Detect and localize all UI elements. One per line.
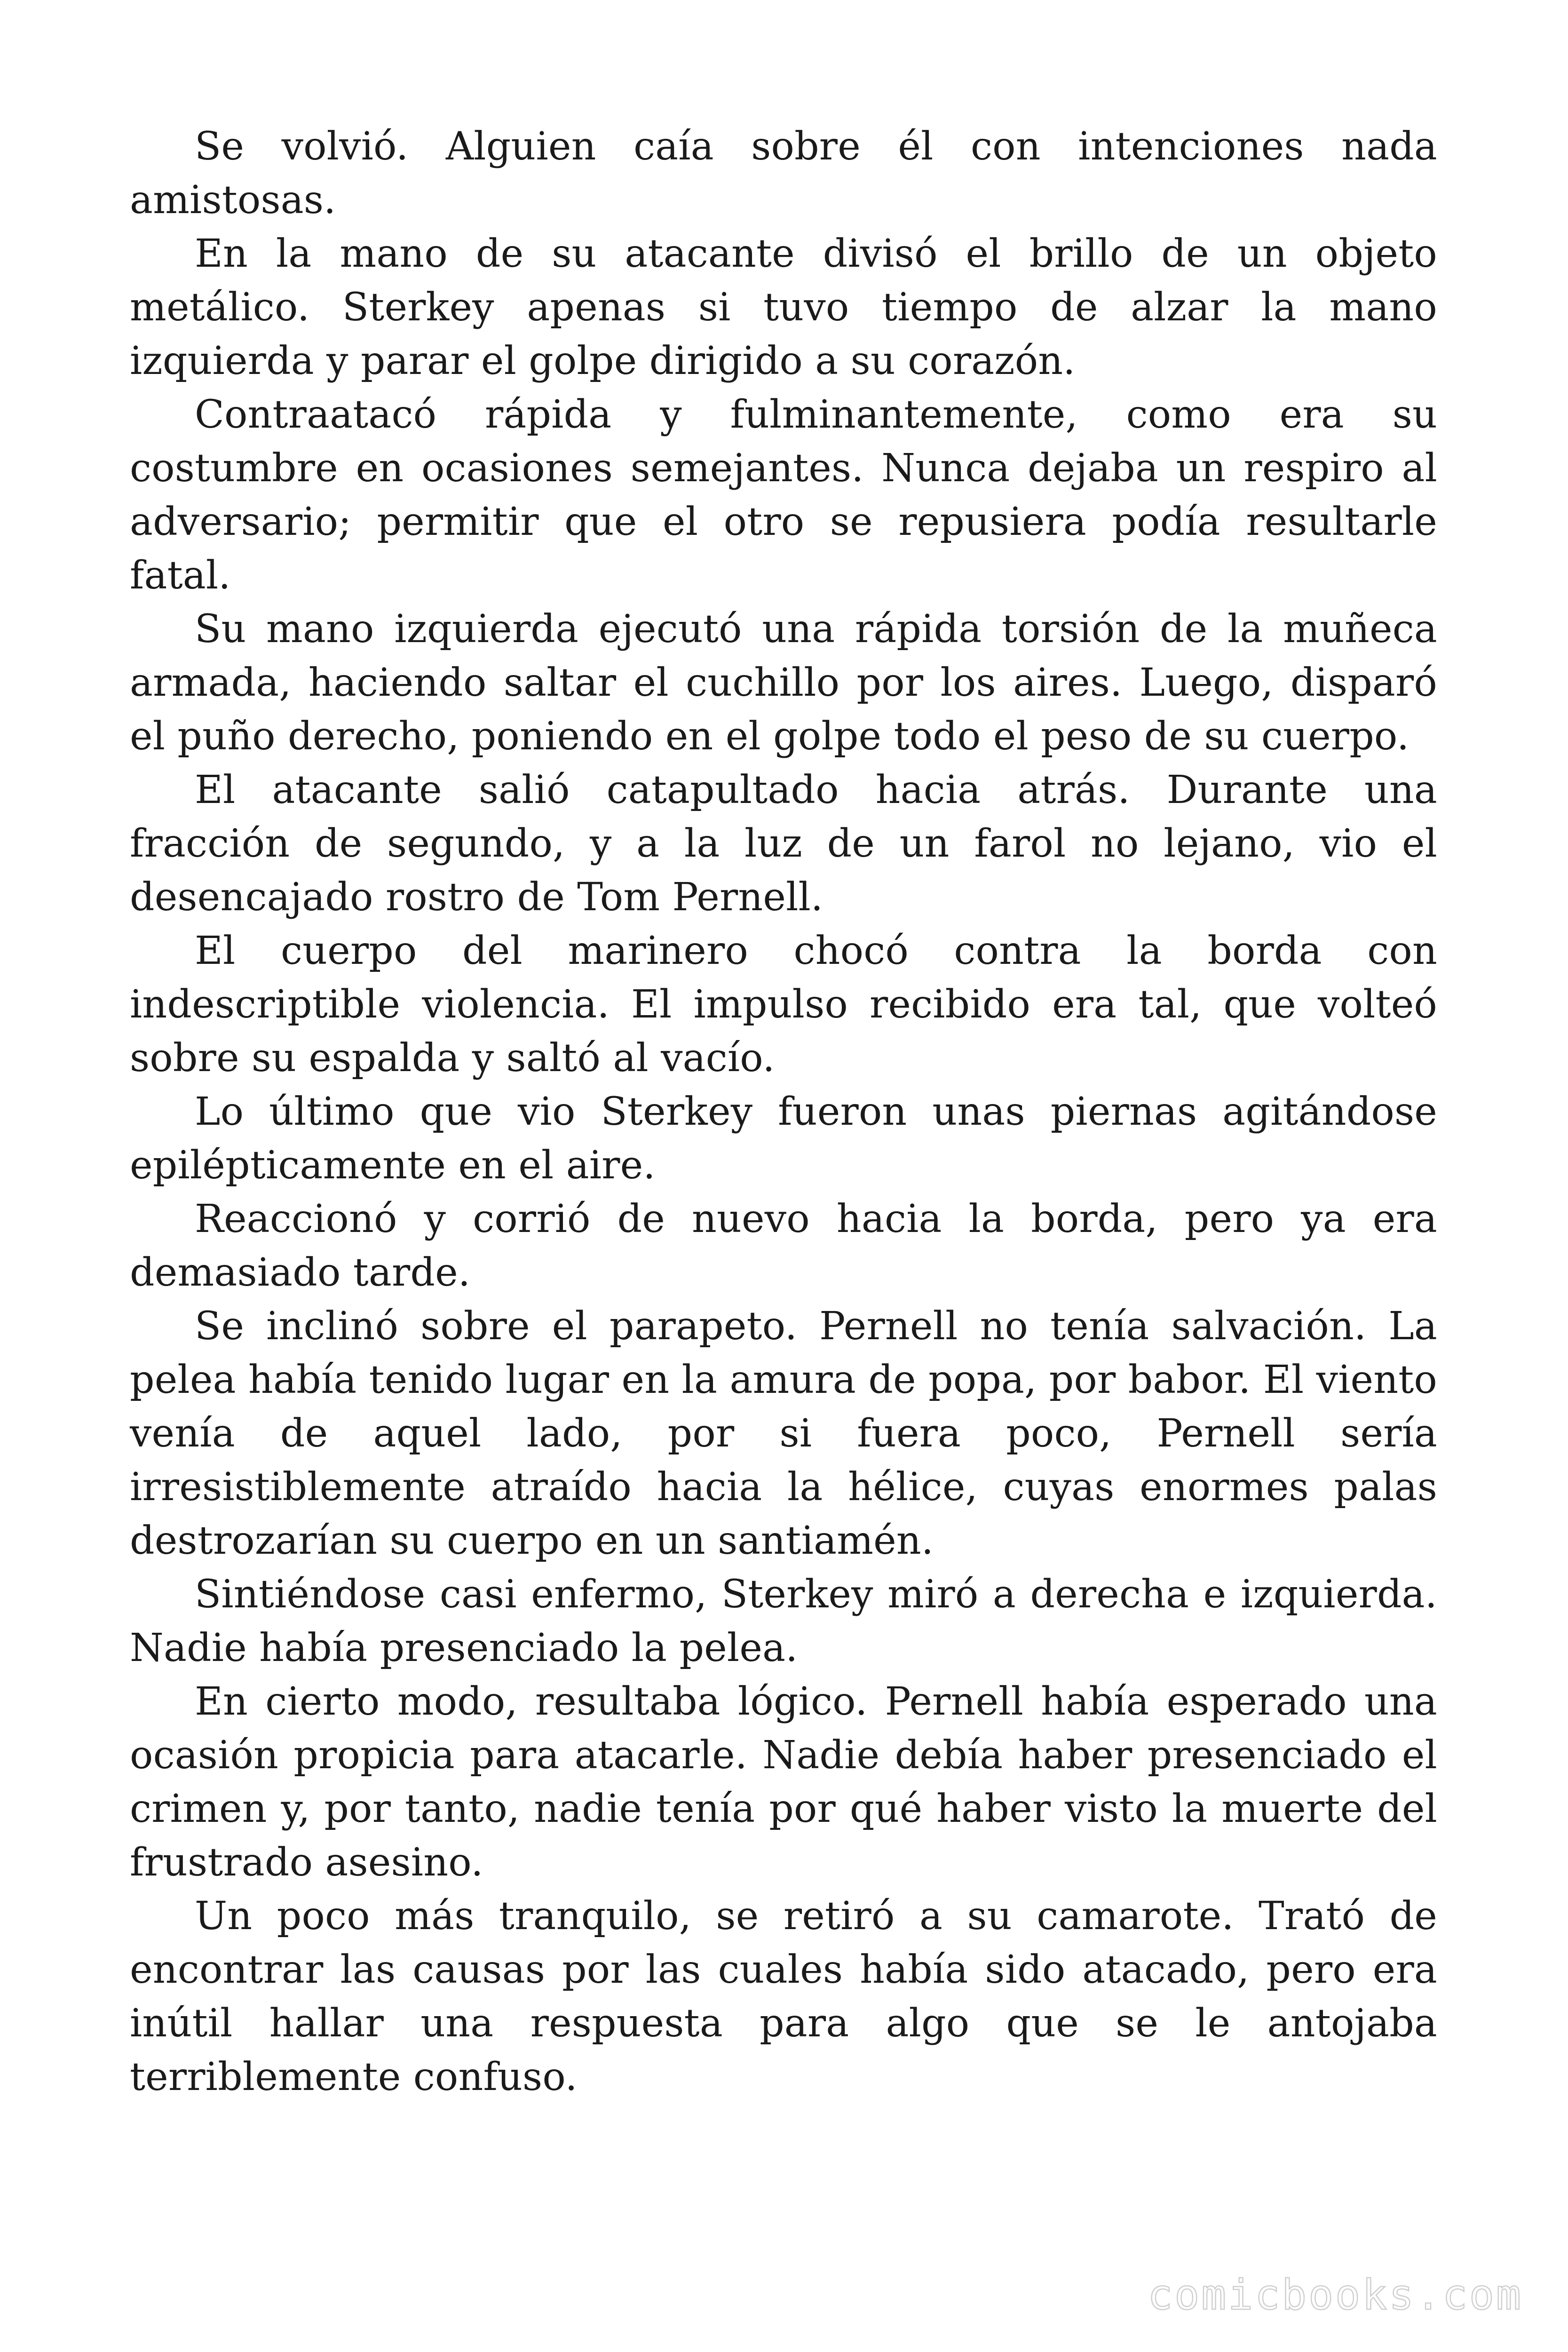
paragraph: Contraatacó rápida y fulminantemente, como era su costumbre en ocasiones semejantes. Nunca dejaba un respiro al adversario; permitir que el otro se repusiera podía resultarle fatal. bbox=[130, 392, 1437, 598]
body-text bbox=[130, 120, 1437, 2104]
paragraph: Se volvió. Alguien caía sobre él con intenciones nada amistosas. bbox=[130, 124, 1437, 222]
paragraph: Un poco más tranquilo, se retiró a su camarote. Trató de encontrar las causas por las cuales había sido atacado, pero era inútil hallar una respuesta para algo que se le antojaba terriblemente confuso. bbox=[130, 1894, 1437, 2099]
paragraph: El atacante salió catapultado hacia atrás. Durante una fracción de segundo, y a la luz de un farol no lejano, vio el desencajado rostro de Tom Pernell. bbox=[130, 768, 1437, 920]
paragraph: El cuerpo del marinero chocó contra la borda con indescriptible violencia. El impulso recibido era tal, que volteó sobre su espalda y saltó al vacío. bbox=[130, 929, 1437, 1081]
paragraph: Lo último que vio Sterkey fueron unas piernas agitándose epilépticamente en el aire. bbox=[130, 1089, 1437, 1188]
paragraph: Su mano izquierda ejecutó una rápida torsión de la muñeca armada, haciendo saltar el cuchillo por los aires. Luego, disparó el puño derecho, poniendo en el golpe todo el peso de su cuerpo. bbox=[130, 607, 1437, 759]
paragraph: Se inclinó sobre el parapeto. Pernell no tenía salvación. La pelea había tenido lugar en la amura de popa, por babor. El viento venía de aquel lado, por si fuera poco, Pernell sería irresistiblemente atraído hacia la hélice, cuyas enormes palas destrozarían su cuerpo en un santiamén. bbox=[130, 1304, 1437, 1563]
paragraph: Sintiéndose casi enfermo, Sterkey miró a derecha e izquierda. Nadie había presenciado la pelea. bbox=[130, 1572, 1437, 1670]
paragraph: En la mano de su atacante divisó el brillo de un objeto metálico. Sterkey apenas si tuvo tiempo de alzar la mano izquierda y parar el golpe dirigido a su corazón. bbox=[130, 231, 1437, 383]
paragraph: En cierto modo, resultaba lógico. Pernell había esperado una ocasión propicia para atacarle. Nadie debía haber presenciado el crimen y, por tanto, nadie tenía por qué haber visto la muerte del frustrado asesino. bbox=[130, 1679, 1437, 1885]
watermark: comicbooks.com bbox=[1148, 2271, 1523, 2319]
paragraph: Reaccionó y corrió de nuevo hacia la borda, pero ya era demasiado tarde. bbox=[130, 1197, 1437, 1295]
